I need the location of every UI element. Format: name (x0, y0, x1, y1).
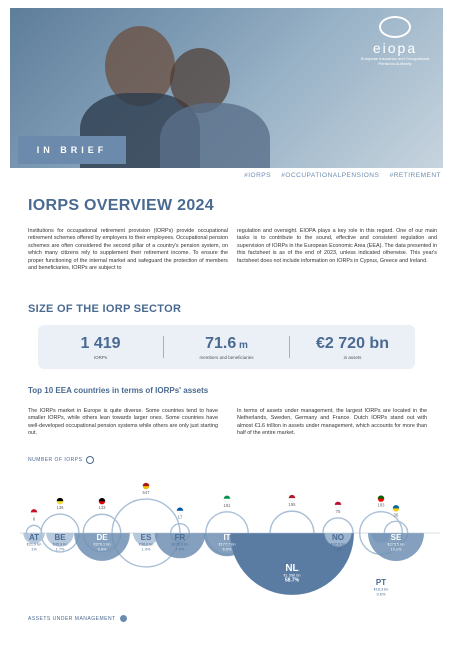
iorps-count: 547 (142, 490, 150, 496)
assets-share: 58.7% (284, 577, 300, 584)
hashtag-list (236, 172, 441, 179)
country-code: PT (375, 578, 387, 587)
intro-paragraph: Institutions for occupational retirement provision (IORPs) provide occupational retirement schemes offered by employers to their employees. Occupational pension schemes are often considered the second pillar of a country's pension system, on which many citizens rely to supplement their retirement income. To ensure the proper functioning of the internal market and safeguard the protection of members and beneficiaries, IORPs are subject to (28, 228, 228, 272)
legend-label: NUMBER OF IORPS (28, 457, 83, 463)
stat-members (164, 335, 289, 360)
flag-se-icon (393, 505, 399, 511)
country-code: SE (390, 533, 402, 542)
flag-be-icon (57, 498, 63, 504)
iorps-count: 36 (393, 512, 399, 518)
country-code: FR (174, 533, 186, 542)
assets-value: €45.3 bn (52, 542, 68, 547)
assets-share: 1.4% (141, 547, 151, 552)
assets-share: 1.6% (333, 547, 343, 552)
stat-label: members and beneficiaries (199, 354, 254, 360)
assets-value: €273.5 bn (387, 542, 405, 547)
body-paragraph: In terms of assets under management, the largest IORPs are located in the Netherlands, Sweden, Germany and France. Dutch IORPs stand out with almost €1.6 trillion in assets under management, which accounts for more than half of the entire market. (237, 408, 427, 437)
logo-name: eiopa (372, 40, 418, 56)
iorps-count: 17 (177, 514, 183, 520)
in-brief-badge: IN BRIEF (18, 136, 126, 164)
legend-assets (28, 615, 127, 622)
iorps-count: 136 (56, 505, 64, 511)
country-code: ES (140, 533, 152, 542)
assets-share: 7.9% (175, 547, 185, 552)
country-code: NL (285, 563, 299, 574)
assets-value: €215.9 bn (171, 542, 189, 547)
stats-panel (38, 325, 415, 369)
intro-paragraph: regulation and oversight. EIOPA plays a key role in this regard. One of our main tasks is to contribute to the sound, effective and consistent regulation and supervision of IORPs in the European Economic Area (EEA). The data presented in this factsheet is as of the end of 2023, unless indicated otherwise. This year's factsheet does not include information on IORPs in Cyprus, Greece and Ireland. (237, 228, 437, 264)
eiopa-globe-icon (379, 16, 411, 38)
flag-no-icon (335, 502, 341, 508)
assets-share: 9.9% (97, 547, 107, 552)
section-heading: SIZE OF THE IORP SECTOR (28, 303, 182, 315)
country-code: DE (96, 533, 108, 542)
bubble-chart (0, 465, 453, 615)
iorps-count: 8 (32, 516, 36, 522)
flag-fr-icon (177, 508, 183, 514)
hashtag[interactable]: #RETIREMENT (389, 172, 441, 179)
stat-iorps (38, 335, 163, 360)
logo-subtitle: European Insurance and Occupational Pensions Authority (360, 56, 430, 66)
assets-share: 10.1% (390, 547, 402, 552)
iorps-count: 195 (288, 502, 296, 508)
hashtag[interactable]: #OCCUPATIONALPENSIONS (281, 172, 380, 179)
stat-value: €2 720 bn (316, 334, 389, 352)
country-code: AT (28, 533, 40, 542)
section-heading: Top 10 EEA countries in terms of IORPs' assets (28, 386, 209, 395)
body-paragraph: The IORPs market in Europe is quite diverse. Some countries tend to have smaller IORPs, while others lean towards larger ones. Some countries have well-developed occupational pension systems while others are only just starting out. (28, 408, 218, 437)
assets-value: €1 596 bn (283, 573, 301, 578)
country-code: BE (54, 533, 66, 542)
ring-icon (86, 456, 94, 464)
iorps-count: 183 (377, 502, 385, 508)
country-code: NO (332, 533, 344, 542)
iorps-count: 133 (98, 505, 106, 511)
legend-label: ASSETS UNDER MANAGEMENT (28, 615, 116, 622)
flag-de-icon (99, 498, 105, 504)
person-body (160, 103, 270, 168)
assets-value: €177.7 bn (218, 542, 236, 547)
assets-value: €16.3 bn (373, 587, 389, 592)
flag-es-icon (143, 483, 149, 489)
assets-share: 1.7% (55, 547, 65, 552)
iorps-count: 181 (223, 502, 231, 508)
flag-pt-icon (378, 495, 384, 501)
dot-icon (120, 615, 127, 622)
stat-label: in assets (343, 354, 362, 360)
hashtag[interactable]: #IORPS (244, 172, 271, 179)
eiopa-logo (359, 16, 431, 66)
stat-value: 71.6 m (205, 334, 248, 352)
assets-value: €270.1 bn (93, 542, 111, 547)
assets-value: €38.0 bn (138, 542, 154, 547)
stat-assets (290, 335, 415, 360)
flag-at-icon (31, 509, 37, 515)
assets-share: 0.6% (376, 592, 386, 597)
page-title: IORPS OVERVIEW 2024 (28, 197, 214, 214)
iorps-count: 75 (335, 508, 341, 514)
flag-nl-icon (289, 495, 295, 501)
legend-number-of-iorps (28, 456, 94, 464)
stat-value: 1 419 (80, 334, 121, 352)
country-code: IT (223, 533, 231, 542)
assets-value: €21.9 bn (26, 542, 42, 547)
flag-it-icon (224, 496, 230, 502)
assets-share: 6.5% (222, 547, 232, 552)
assets-value: €42.6 bn (330, 542, 346, 547)
assets-share: 1% (31, 547, 37, 552)
stat-label: IORPs (93, 354, 108, 360)
